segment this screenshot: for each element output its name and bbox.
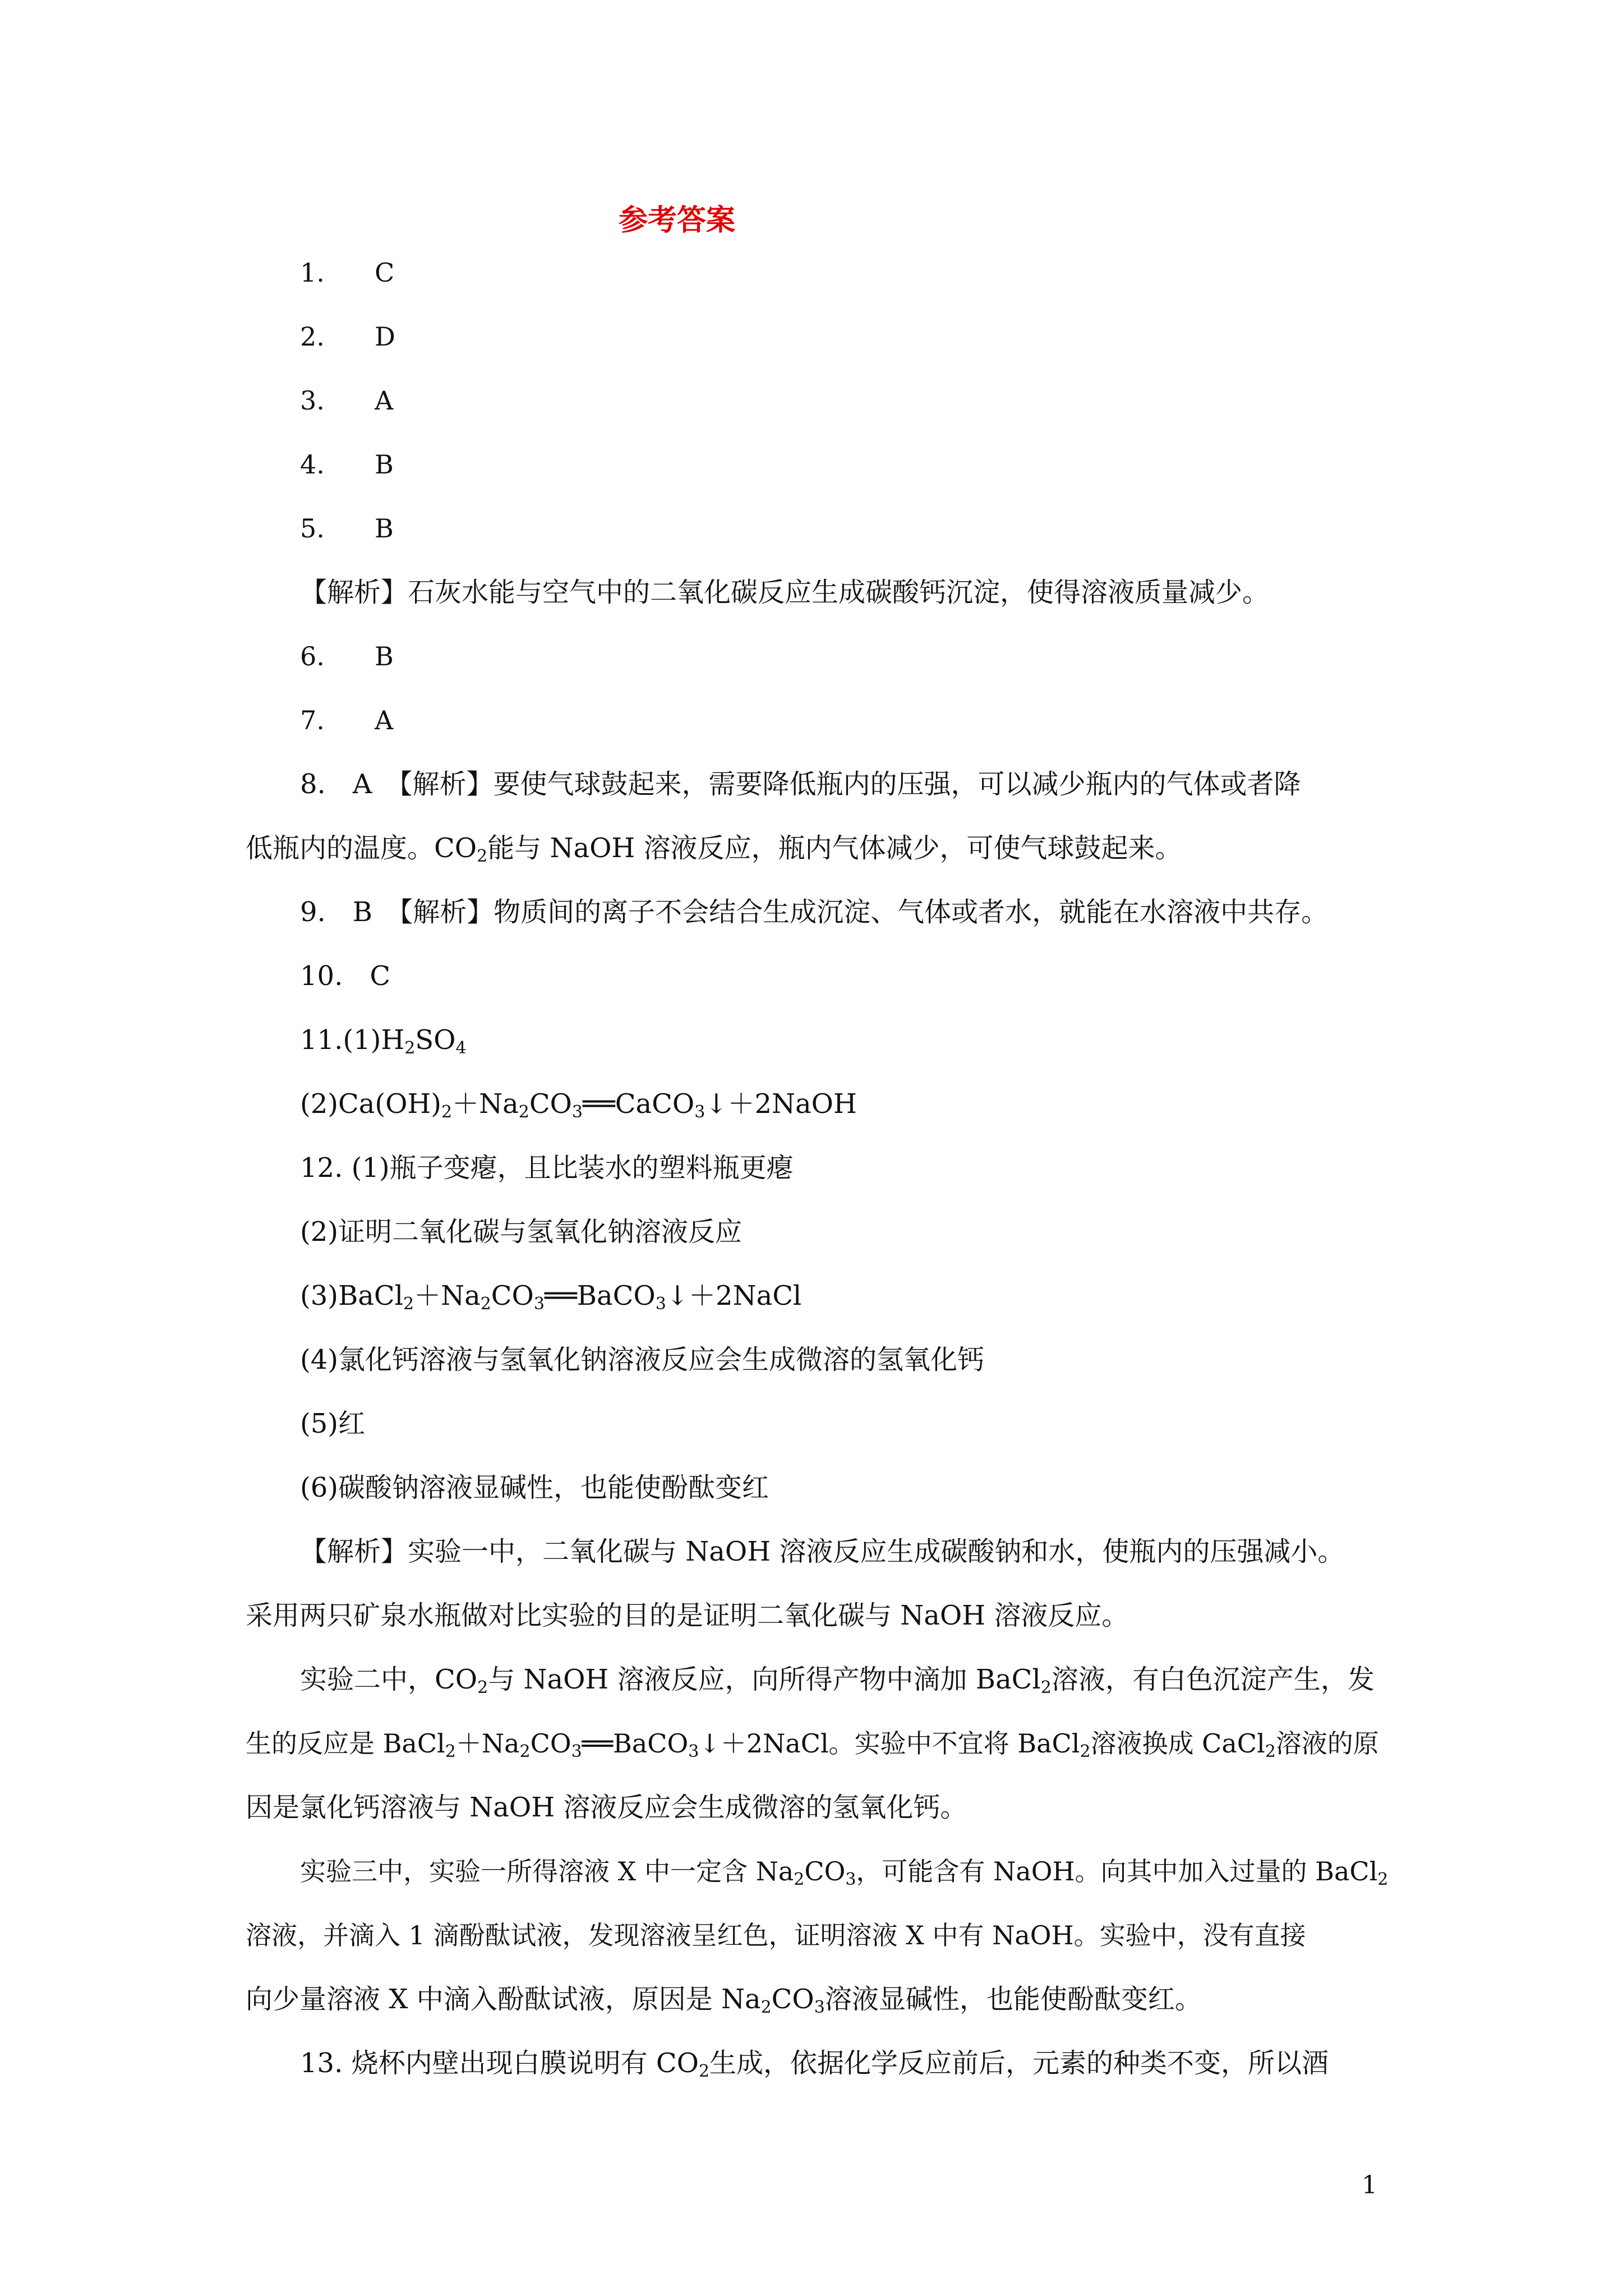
answer-12-part3: $(3)BaCl_2+Na_2CO_3══BaCO_3↓+2NaCl$: [300, 1280, 802, 1314]
answer-12-part4: (4)氯化钙溶液与氢氧化钠溶液反应会生成微溶的氢氧化钙: [300, 1344, 984, 1375]
answer-8-line2: 低瓶内的温度。$CO_2$能与 NaOH 溶液反应，瓶内气体减少，可使气球鼓起来。: [246, 832, 1182, 866]
analysis-line2: 采用两只矿泉水瓶做对比实验的目的是证明二氧化碳与 NaOH 溶液反应。: [246, 1600, 1129, 1631]
analysis-exp3-line3: 向少量溶液 X 中滴入酚酞试液，原因是 $Na_2CO_3$溶液显碱性，也能使酚酞变红。: [246, 1984, 1202, 2017]
analysis-exp2-line1: 实验二中，$CO_2$与 NaOH 溶液反应，向所得产物中滴加 BaCl$_2$溶液，有白色沉淀产生，发: [300, 1664, 1375, 1697]
answer-11-part1: $11.(1)H_2SO_4$: [300, 1024, 467, 1058]
answer-7-choice: A: [375, 705, 394, 735]
answer-5-analysis: 【解析】石灰水能与空气中的二氧化碳反应生成碳酸钙沉淀，使得溶液质量减少。: [300, 577, 1270, 608]
answer-12-part6: (6)碳酸钠溶液显碱性，也能使酚酞变红: [300, 1472, 769, 1503]
answer-3-num: 3.: [300, 385, 325, 416]
answer-5-num: 5.: [300, 513, 325, 544]
answer-12-part1: 12. (1)瓶子变瘪，且比装水的塑料瓶更瘪: [300, 1152, 794, 1184]
answer-6-num: 6.: [300, 641, 325, 671]
answer-4-num: 4.: [300, 449, 325, 480]
answer-10: 10. C: [300, 960, 391, 992]
answer-1-num: 1.: [300, 257, 325, 288]
answer-1-choice: C: [375, 257, 395, 288]
analysis-exp2-line2: 生的反应是 $BaCl_2+Na_2CO_3══BaCO_3↓+2NaCl$。实验中不宜将 BaCl$_2$溶液换成 CaCl$_2$溶液的原: [246, 1728, 1379, 1761]
answer-2-num: 2.: [300, 321, 325, 352]
answer-9: 9. B 【解析】物质间的离子不会结合生成沉淀、气体或者水，就能在水溶液中共存。: [300, 896, 1329, 928]
answer-12-part2: (2)证明二氧化碳与氢氧化钠溶液反应: [300, 1216, 742, 1248]
analysis-line1: 【解析】实验一中，二氧化碳与 NaOH 溶液反应生成碳酸钠和水，使瓶内的压强减小。: [300, 1536, 1345, 1567]
answer-8-line1: 8. A 【解析】要使气球鼓起来，需要降低瓶内的压强，可以减少瓶内的气体或者降: [300, 769, 1301, 800]
answer-12-part5: (5)红: [300, 1408, 365, 1439]
page-title: 参考答案: [619, 204, 736, 237]
answer-13: 13. 烧杯内壁出现白膜说明有 $CO_2$生成，依据化学反应前后，元素的种类不变，所以酒: [300, 2047, 1329, 2081]
answer-11-part2: $(2)Ca(OH)_2+Na_2CO_3══CaCO_3↓+2NaOH$: [300, 1088, 857, 1122]
analysis-exp2-line3: 因是氯化钙溶液与 NaOH 溶液反应会生成微溶的氢氧化钙。: [246, 1792, 967, 1823]
answer-3-choice: A: [375, 385, 394, 416]
analysis-exp3-line1: 实验三中，实验一所得溶液 X 中一定含 $Na_2CO_3$，可能含有 NaOH。向其中加入过量的 BaCl$_2$: [300, 1856, 1389, 1889]
analysis-exp3-line2: 溶液，并滴入 1 滴酚酞试液，发现溶液呈红色，证明溶液 X 中有 NaOH。实验中，没有直接: [246, 1920, 1306, 1950]
answer-5-choice: B: [375, 513, 394, 544]
answer-2-choice: D: [375, 321, 395, 352]
answer-6-choice: B: [375, 641, 394, 671]
answer-4-choice: B: [375, 449, 394, 480]
answer-7-num: 7.: [300, 705, 325, 735]
page-number: 1: [1362, 2171, 1377, 2200]
